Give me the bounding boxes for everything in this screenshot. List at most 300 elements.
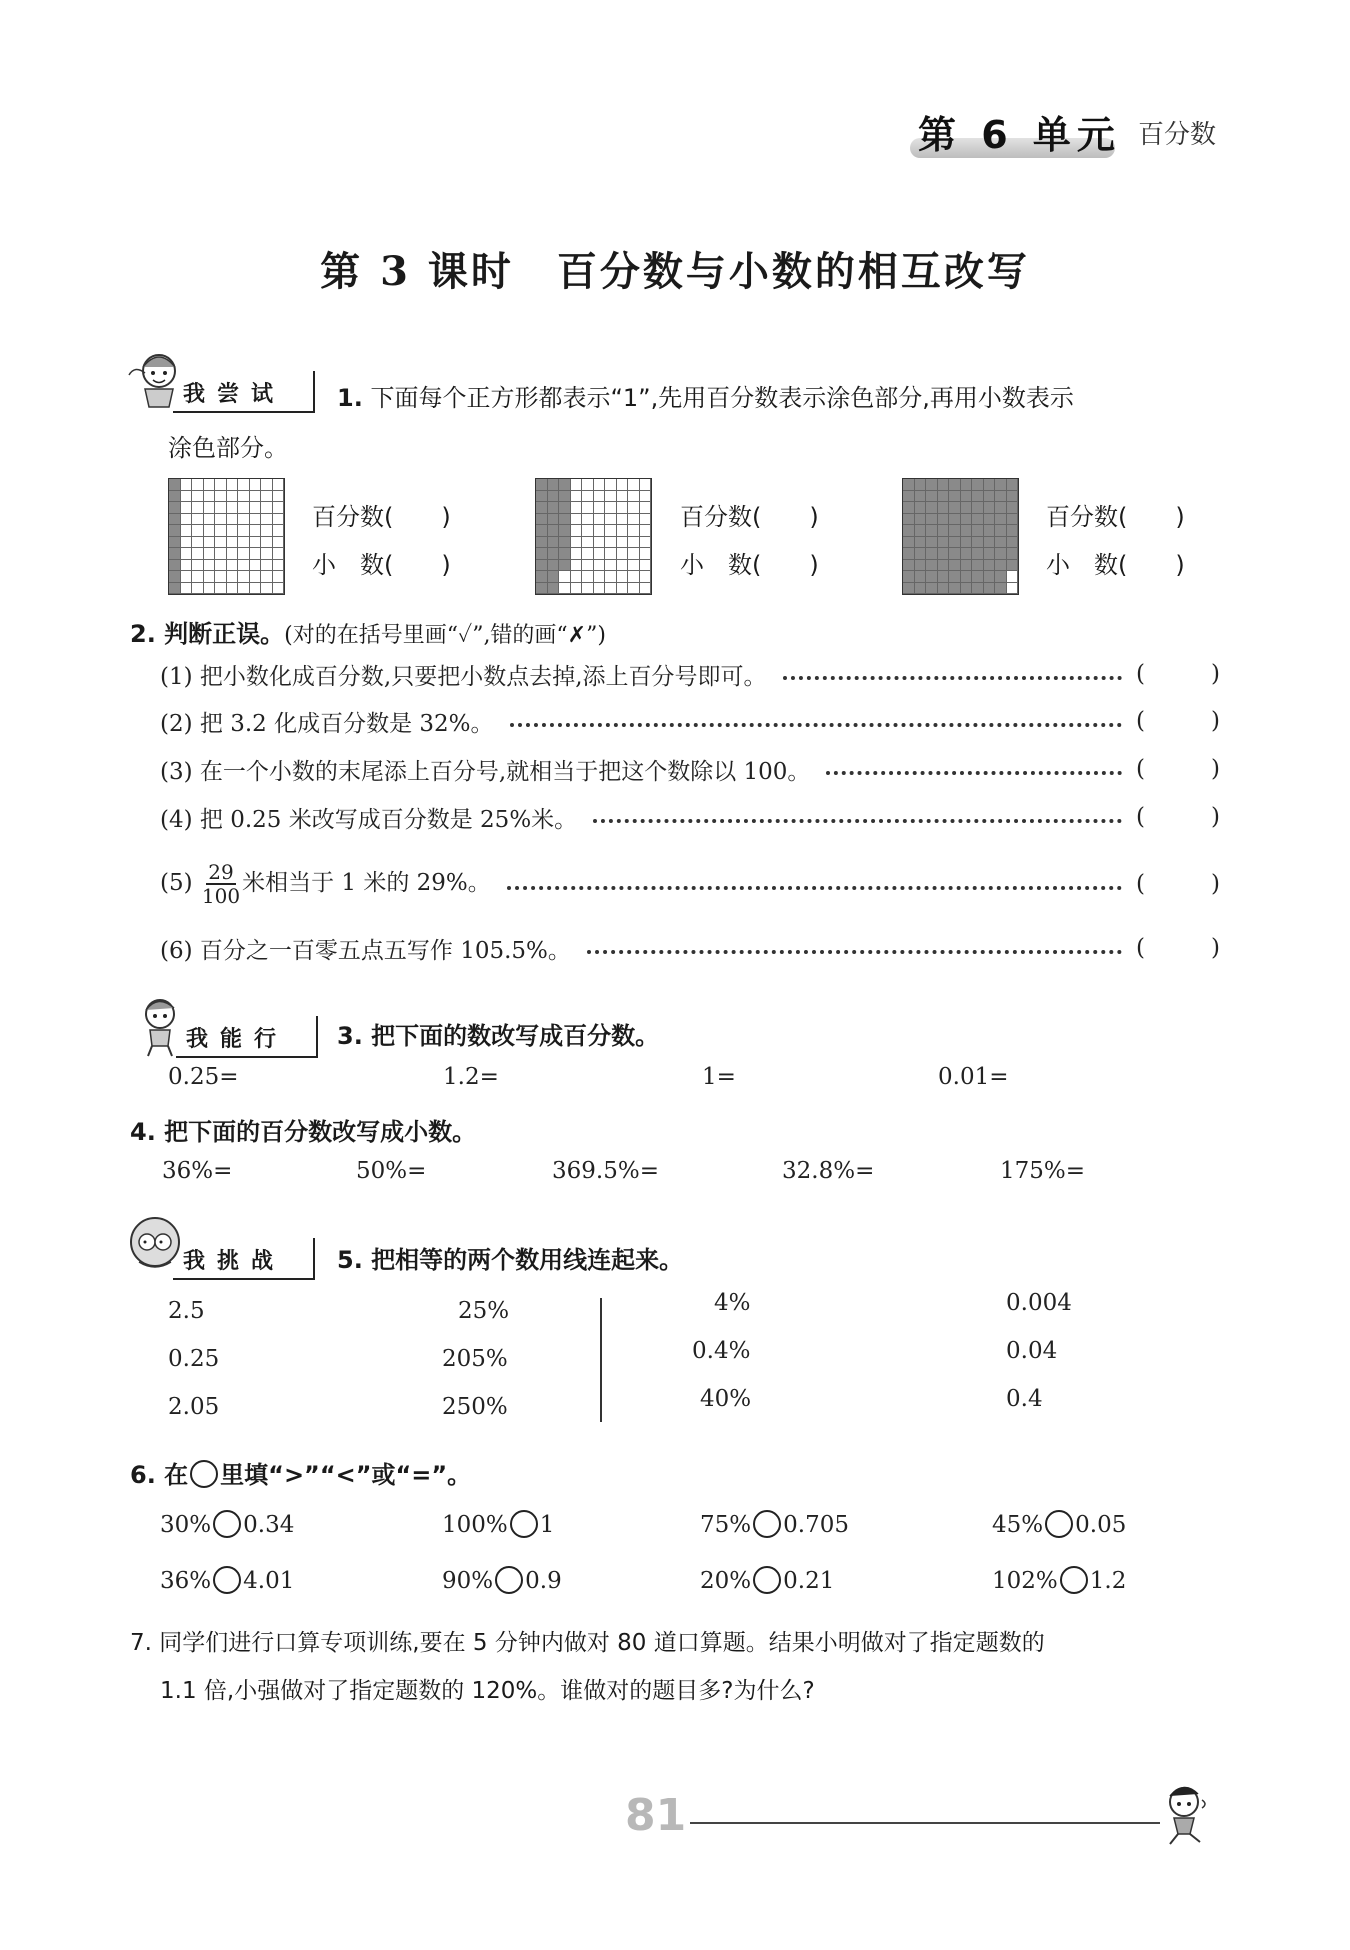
grid-cell xyxy=(181,583,193,595)
grid-cell xyxy=(273,514,285,526)
grid-cell xyxy=(961,583,973,595)
answer-paren-5[interactable]: ( ) xyxy=(1136,871,1220,897)
grid-cell xyxy=(238,479,250,491)
compare-circle[interactable] xyxy=(753,1566,781,1594)
grid-cell xyxy=(995,583,1007,595)
grid-cell xyxy=(227,548,239,560)
grid-cell xyxy=(559,537,571,549)
grid-cell xyxy=(594,560,606,572)
compare-circle[interactable] xyxy=(213,1566,241,1594)
grid-cell xyxy=(238,560,250,572)
grid-cell xyxy=(605,479,617,491)
grid-cell xyxy=(617,479,629,491)
decimal-blank-3: 小 数( ) xyxy=(1046,551,1185,579)
grid-cell xyxy=(215,560,227,572)
judge-item-3: (3) 在一个小数的末尾添上百分号,就相当于把这个数除以 100。 ( ) xyxy=(160,756,1220,785)
grid-cell xyxy=(915,548,927,560)
grid-cell xyxy=(628,537,640,549)
grid-cell xyxy=(594,525,606,537)
answer-paren-3[interactable]: ( ) xyxy=(1136,756,1220,782)
grid-cell xyxy=(192,548,204,560)
grid-cell xyxy=(227,514,239,526)
grid-cell xyxy=(571,479,583,491)
grid-cell xyxy=(261,491,273,503)
grid-cell xyxy=(628,571,640,583)
answer-paren-2[interactable]: ( ) xyxy=(1136,708,1220,734)
grid-cell xyxy=(961,537,973,549)
grid-cell xyxy=(261,548,273,560)
grid-cell xyxy=(169,571,181,583)
grid-cell xyxy=(640,479,652,491)
grid-cell xyxy=(204,560,216,572)
grid-cell xyxy=(582,537,594,549)
grid-cell xyxy=(548,491,560,503)
hundred-grid-2 xyxy=(535,478,652,595)
section-label-try: 我尝试 xyxy=(183,382,286,407)
grid-cell xyxy=(227,583,239,595)
grid-cell xyxy=(984,514,996,526)
grid-cell xyxy=(938,525,950,537)
grid-cell xyxy=(169,583,181,595)
page-number: 81 xyxy=(625,1790,687,1841)
grid-cell xyxy=(640,514,652,526)
grid-cell xyxy=(261,525,273,537)
grid-cell xyxy=(938,514,950,526)
grid-cell xyxy=(915,583,927,595)
grid-cell xyxy=(1007,560,1019,572)
compare-item-1: 30% 0.34 xyxy=(160,1512,295,1538)
q2-title: 2. 判断正误。(对的在括号里画“✓”,错的画“✗”) xyxy=(130,620,606,648)
grid-cell xyxy=(238,571,250,583)
grid-cell xyxy=(204,537,216,549)
column-divider xyxy=(600,1298,602,1422)
grid-cell xyxy=(617,571,629,583)
grid-cell xyxy=(571,560,583,572)
grid-cell xyxy=(1007,583,1019,595)
grid-cell xyxy=(582,560,594,572)
grid-cell xyxy=(204,571,216,583)
grid-cell xyxy=(536,537,548,549)
grid-cell xyxy=(238,583,250,595)
grid-cell xyxy=(926,537,938,549)
grid-cell xyxy=(949,502,961,514)
grid-cell xyxy=(594,548,606,560)
compare-item-4: 45% 0.05 xyxy=(992,1512,1127,1538)
grid-cell xyxy=(204,514,216,526)
q3-item-4: 0.01= xyxy=(938,1064,1009,1090)
q4-title: 4. 把下面的百分数改写成小数。 xyxy=(130,1118,477,1146)
grid-cell xyxy=(250,548,262,560)
grid-cell xyxy=(227,525,239,537)
grid-cell xyxy=(972,491,984,503)
grid-cell xyxy=(238,548,250,560)
grid-cell xyxy=(536,548,548,560)
grid-cell xyxy=(559,583,571,595)
grid-cell xyxy=(628,514,640,526)
grid-cell xyxy=(261,571,273,583)
grid-cell xyxy=(949,537,961,549)
grid-cell xyxy=(204,548,216,560)
grid-cell xyxy=(571,491,583,503)
grid-cell xyxy=(972,479,984,491)
grid-cell xyxy=(192,525,204,537)
grid-cell xyxy=(227,491,239,503)
grid-cell xyxy=(972,525,984,537)
grid-cell xyxy=(972,583,984,595)
grid-cell xyxy=(628,491,640,503)
grid-cell xyxy=(984,537,996,549)
section-label-can: 我能行 xyxy=(186,1027,289,1052)
unit-topic: 百分数 xyxy=(1138,120,1217,150)
q4-item-3: 369.5%= xyxy=(552,1158,659,1184)
q3-item-1: 0.25= xyxy=(168,1064,239,1090)
grid-cell xyxy=(915,491,927,503)
grid-cell xyxy=(238,502,250,514)
q4-item-5: 175%= xyxy=(1000,1158,1086,1184)
grid-cell xyxy=(181,571,193,583)
grid-cell xyxy=(181,502,193,514)
answer-paren-6[interactable]: ( ) xyxy=(1136,935,1220,961)
grid-cell xyxy=(192,502,204,514)
grid-cell xyxy=(594,583,606,595)
compare-circle[interactable] xyxy=(213,1510,241,1538)
grid-cell xyxy=(903,548,915,560)
grid-cell xyxy=(571,571,583,583)
grid-cell xyxy=(972,502,984,514)
grid-cell xyxy=(949,571,961,583)
grid-cell xyxy=(536,571,548,583)
grid-cell xyxy=(926,479,938,491)
grid-cell xyxy=(169,491,181,503)
cartoon-boy-icon xyxy=(1150,1778,1220,1848)
match-right-a-2[interactable]: 0.4% xyxy=(692,1338,751,1364)
grid-cell xyxy=(972,548,984,560)
grid-cell xyxy=(903,514,915,526)
grid-cell xyxy=(571,583,583,595)
grid-cell xyxy=(548,514,560,526)
grid-cell xyxy=(273,479,285,491)
grid-cell xyxy=(640,502,652,514)
grid-cell xyxy=(984,491,996,503)
grid-cell xyxy=(181,514,193,526)
grid-cell xyxy=(559,514,571,526)
grid-cell xyxy=(169,479,181,491)
grid-cell xyxy=(261,479,273,491)
grid-cell xyxy=(949,479,961,491)
grid-cell xyxy=(273,583,285,595)
grid-cell xyxy=(949,491,961,503)
q7-line2: 1.1 倍,小强做对了指定题数的 120%。谁做对的题目多?为什么? xyxy=(160,1678,815,1704)
grid-cell xyxy=(903,560,915,572)
grid-cell xyxy=(961,560,973,572)
grid-cell xyxy=(628,502,640,514)
grid-cell xyxy=(204,525,216,537)
match-right-a-3[interactable]: 40% xyxy=(700,1386,752,1412)
grid-cell xyxy=(273,571,285,583)
percent-blank-2: 百分数( ) xyxy=(680,503,819,531)
grid-cell xyxy=(915,479,927,491)
grid-cell xyxy=(594,514,606,526)
answer-paren-4[interactable]: ( ) xyxy=(1136,804,1220,830)
match-left-b-3[interactable]: 250% xyxy=(442,1394,508,1420)
grid-cell xyxy=(628,560,640,572)
grid-cell xyxy=(582,548,594,560)
grid-cell xyxy=(915,525,927,537)
grid-cell xyxy=(548,479,560,491)
q4-item-4: 32.8%= xyxy=(782,1158,875,1184)
grid-cell xyxy=(571,548,583,560)
grid-cell xyxy=(192,514,204,526)
section-badge-challenge xyxy=(125,1212,330,1280)
grid-cell xyxy=(273,548,285,560)
grid-cell xyxy=(926,548,938,560)
compare-item-7: 20% 0.21 xyxy=(700,1568,835,1594)
q6-title: 6. 在 里填“>”“<”或“=”。 xyxy=(130,1461,472,1489)
compare-circle[interactable] xyxy=(753,1510,781,1538)
grid-cell xyxy=(548,525,560,537)
grid-cell xyxy=(192,491,204,503)
grid-cell xyxy=(227,571,239,583)
grid-cell xyxy=(548,583,560,595)
grid-cell xyxy=(536,525,548,537)
grid-cell xyxy=(628,525,640,537)
grid-cell xyxy=(915,502,927,514)
grid-cell xyxy=(594,537,606,549)
grid-cell xyxy=(617,525,629,537)
grid-cell xyxy=(926,491,938,503)
grid-cell xyxy=(995,525,1007,537)
match-left-a-3[interactable]: 2.05 xyxy=(168,1394,220,1420)
grid-cell xyxy=(605,548,617,560)
grid-cell xyxy=(961,548,973,560)
grid-cell xyxy=(938,548,950,560)
grid-cell xyxy=(571,537,583,549)
grid-cell xyxy=(995,514,1007,526)
grid-cell xyxy=(571,514,583,526)
grid-cell xyxy=(915,560,927,572)
grid-cell xyxy=(215,502,227,514)
grid-cell xyxy=(192,571,204,583)
grid-cell xyxy=(238,514,250,526)
grid-cell xyxy=(938,537,950,549)
match-right-b-3[interactable]: 0.4 xyxy=(1006,1386,1043,1412)
grid-cell xyxy=(215,479,227,491)
grid-cell xyxy=(961,514,973,526)
grid-cell xyxy=(227,537,239,549)
grid-cell xyxy=(250,537,262,549)
grid-cell xyxy=(903,571,915,583)
grid-cell xyxy=(215,537,227,549)
grid-cell xyxy=(181,479,193,491)
footer-rule xyxy=(690,1822,1160,1824)
grid-cell xyxy=(961,479,973,491)
judge-item-4: (4) 把 0.25 米改写成百分数是 25%米。 ( ) xyxy=(160,804,1220,833)
grid-cell xyxy=(949,583,961,595)
grid-cell xyxy=(536,502,548,514)
grid-cell xyxy=(192,560,204,572)
grid-cell xyxy=(995,560,1007,572)
grid-cell xyxy=(273,502,285,514)
grid-cell xyxy=(972,571,984,583)
q3-title: 3. 把下面的数改写成百分数。 xyxy=(337,1022,660,1050)
grid-cell xyxy=(192,479,204,491)
grid-cell xyxy=(571,525,583,537)
grid-cell xyxy=(984,525,996,537)
grid-cell xyxy=(548,571,560,583)
match-left-a-2[interactable]: 0.25 xyxy=(168,1346,220,1372)
match-right-b-2[interactable]: 0.04 xyxy=(1006,1338,1058,1364)
q3-item-2: 1.2= xyxy=(443,1064,499,1090)
grid-cell xyxy=(628,583,640,595)
grid-cell xyxy=(984,479,996,491)
grid-cell xyxy=(169,525,181,537)
match-left-a-1[interactable]: 2.5 xyxy=(168,1298,205,1324)
grid-cell xyxy=(903,502,915,514)
lesson-title: 第 3 课时 百分数与小数的相互改写 xyxy=(320,248,1030,295)
grid-cell xyxy=(261,537,273,549)
grid-cell xyxy=(238,491,250,503)
grid-cell xyxy=(215,514,227,526)
grid-cell xyxy=(548,548,560,560)
grid-cell xyxy=(181,560,193,572)
judge-item-2: (2) 把 3.2 化成百分数是 32%。 ( ) xyxy=(160,708,1220,737)
grid-cell xyxy=(938,502,950,514)
grid-cell xyxy=(582,583,594,595)
grid-cell xyxy=(1007,548,1019,560)
grid-cell xyxy=(559,479,571,491)
q3-item-3: 1= xyxy=(702,1064,736,1090)
grid-cell xyxy=(559,548,571,560)
grid-cell xyxy=(582,479,594,491)
grid-cell xyxy=(640,560,652,572)
grid-cell xyxy=(261,560,273,572)
grid-cell xyxy=(938,560,950,572)
grid-cell xyxy=(250,583,262,595)
match-right-b-1[interactable]: 0.004 xyxy=(1006,1290,1072,1316)
grid-cell xyxy=(938,583,950,595)
grid-cell xyxy=(972,537,984,549)
grid-cell xyxy=(582,502,594,514)
grid-cell xyxy=(273,525,285,537)
match-right-a-1[interactable]: 4% xyxy=(714,1290,751,1316)
grid-cell xyxy=(984,571,996,583)
grid-cell xyxy=(169,514,181,526)
grid-cell xyxy=(995,548,1007,560)
grid-cell xyxy=(204,491,216,503)
grid-cell xyxy=(617,560,629,572)
grid-cell xyxy=(192,537,204,549)
grid-cell xyxy=(250,491,262,503)
answer-paren-1[interactable]: ( ) xyxy=(1136,661,1220,687)
grid-cell xyxy=(617,548,629,560)
section-badge-try xyxy=(125,345,330,413)
grid-cell xyxy=(984,502,996,514)
grid-cell xyxy=(949,560,961,572)
grid-cell xyxy=(594,502,606,514)
grid-cell xyxy=(582,525,594,537)
grid-cell xyxy=(250,502,262,514)
grid-cell xyxy=(215,548,227,560)
grid-cell xyxy=(915,514,927,526)
grid-cell xyxy=(181,525,193,537)
grid-cell xyxy=(617,583,629,595)
grid-cell xyxy=(605,583,617,595)
grid-cell xyxy=(961,571,973,583)
decimal-blank-2: 小 数( ) xyxy=(680,551,819,579)
grid-cell xyxy=(250,571,262,583)
grid-cell xyxy=(181,548,193,560)
percent-blank-3: 百分数( ) xyxy=(1046,503,1185,531)
grid-cell xyxy=(640,491,652,503)
match-left-b-1[interactable]: 25% xyxy=(458,1298,510,1324)
compare-item-3: 75% 0.705 xyxy=(700,1512,849,1538)
grid-cell xyxy=(559,525,571,537)
grid-cell xyxy=(250,560,262,572)
grid-cell xyxy=(972,560,984,572)
grid-cell xyxy=(617,502,629,514)
grid-cell xyxy=(926,560,938,572)
compare-circle[interactable] xyxy=(495,1566,523,1594)
q4-item-1: 36%= xyxy=(162,1158,233,1184)
grid-cell xyxy=(949,525,961,537)
grid-cell xyxy=(1007,502,1019,514)
hundred-grid-3 xyxy=(902,478,1019,595)
grid-cell xyxy=(227,502,239,514)
grid-cell xyxy=(181,491,193,503)
grid-cell xyxy=(273,537,285,549)
compare-circle[interactable] xyxy=(510,1510,538,1538)
grid-cell xyxy=(559,491,571,503)
grid-cell xyxy=(204,583,216,595)
grid-cell xyxy=(926,583,938,595)
grid-cell xyxy=(903,491,915,503)
grid-cell xyxy=(181,537,193,549)
grid-cell xyxy=(903,525,915,537)
grid-cell xyxy=(915,571,927,583)
grid-cell xyxy=(640,525,652,537)
grid-cell xyxy=(926,514,938,526)
compare-item-5: 36% 4.01 xyxy=(160,1568,295,1594)
section-badge-can xyxy=(128,990,333,1058)
match-left-b-2[interactable]: 205% xyxy=(442,1346,508,1372)
grid-cell xyxy=(949,514,961,526)
grid-cell xyxy=(961,491,973,503)
grid-cell xyxy=(972,514,984,526)
grid-cell xyxy=(536,491,548,503)
grid-cell xyxy=(1007,491,1019,503)
compare-item-2: 100% 1 xyxy=(442,1512,555,1538)
grid-cell xyxy=(536,514,548,526)
grid-cell xyxy=(536,479,548,491)
grid-cell xyxy=(1007,537,1019,549)
grid-cell xyxy=(995,479,1007,491)
grid-cell xyxy=(938,571,950,583)
grid-cell xyxy=(915,537,927,549)
grid-cell xyxy=(559,502,571,514)
grid-cell xyxy=(536,560,548,572)
grid-cell xyxy=(984,583,996,595)
compare-circle[interactable] xyxy=(1060,1566,1088,1594)
grid-cell xyxy=(582,571,594,583)
grid-cell xyxy=(903,479,915,491)
grid-cell xyxy=(594,479,606,491)
grid-cell xyxy=(571,502,583,514)
grid-cell xyxy=(192,583,204,595)
grid-cell xyxy=(548,502,560,514)
grid-cell xyxy=(215,583,227,595)
compare-circle[interactable] xyxy=(1045,1510,1073,1538)
grid-cell xyxy=(640,548,652,560)
